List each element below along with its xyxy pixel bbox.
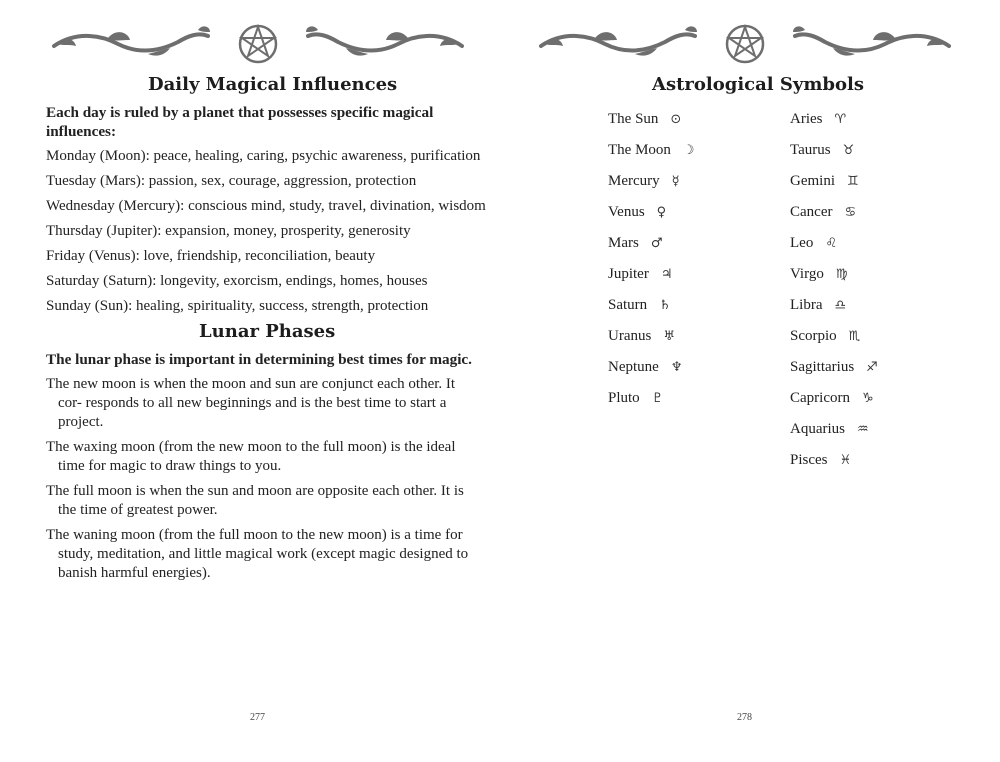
planets-column	[608, 104, 695, 414]
planet-name: The Sun	[608, 111, 659, 127]
planet-name: The Moon	[608, 142, 671, 158]
taurus-icon: ♉	[842, 143, 855, 158]
planet-row	[608, 135, 695, 166]
planet-row	[608, 290, 695, 321]
saturn-icon: ♄	[659, 298, 671, 313]
gemini-icon: ♊	[847, 174, 859, 189]
page-number-right: 278	[737, 712, 752, 723]
aquarius-icon: ♒	[857, 422, 869, 437]
sagittarius-icon: ♐	[866, 360, 878, 375]
signs-column	[790, 104, 878, 476]
uranus-icon: ♅	[663, 329, 675, 344]
phase-paragraph: The waning moon (from the full moon to the new moon) is a time for study, meditation, and little magical work (except magic designed to banish harmful energies).	[46, 527, 469, 581]
sign-name: Virgo	[790, 266, 824, 282]
sign-name: Cancer	[790, 204, 833, 220]
day-line: Monday (Moon): peace, healing, caring, psychic awareness, purification	[46, 148, 481, 164]
sign-name: Libra	[790, 297, 823, 313]
leo-icon: ♌	[825, 236, 837, 251]
phase-paragraph: The full moon is when the sun and moon are opposite each other. It is the time of greatest power.	[46, 483, 464, 518]
sign-row	[790, 414, 878, 445]
sign-row	[790, 321, 878, 352]
sign-name: Capricorn	[790, 390, 850, 406]
planet-row	[608, 259, 695, 290]
planet-name: Mercury	[608, 173, 660, 189]
day-line: Friday (Venus): love, friendship, reconciliation, beauty	[46, 248, 376, 264]
planet-row	[608, 352, 695, 383]
ornament-header-right	[535, 22, 955, 66]
ornament-header-left	[48, 22, 468, 66]
lunar-phases-intro: The lunar phase is important in determining best times for magic.	[46, 351, 472, 368]
venus-icon: ♀	[656, 205, 667, 220]
sign-name: Pisces	[790, 452, 828, 468]
planet-name: Pluto	[608, 390, 640, 406]
libra-icon: ♎	[834, 298, 847, 313]
astrological-symbols-heading: Astrological Symbols	[652, 74, 864, 95]
sign-row	[790, 104, 878, 135]
virgo-icon: ♍	[835, 267, 848, 282]
sign-row	[790, 383, 878, 414]
sign-name: Taurus	[790, 142, 831, 158]
daily-influences-body	[46, 103, 486, 322]
planet-row	[608, 104, 695, 135]
planet-row	[608, 197, 695, 228]
cancer-icon: ♋	[844, 205, 857, 220]
phase-paragraph: The waxing moon (from the new moon to the full moon) is the ideal time for magic to draw things to you.	[46, 439, 456, 474]
day-line: Sunday (Sun): healing, spirituality, success, strength, protection	[46, 298, 429, 314]
jupiter-icon: ♃	[660, 267, 673, 282]
daily-influences-heading: Daily Magical Influences	[148, 74, 398, 95]
sign-row	[790, 290, 878, 321]
lunar-phases-body	[46, 350, 476, 589]
page-number-left: 277	[250, 712, 265, 723]
sign-row	[790, 166, 878, 197]
day-line: Thursday (Jupiter): expansion, money, prosperity, generosity	[46, 223, 411, 239]
sun-icon: ⊙	[670, 112, 682, 127]
sign-row	[790, 135, 878, 166]
mercury-icon: ☿	[671, 174, 680, 189]
daily-influences-intro: Each day is ruled by a planet that possesses specific magical influences:	[46, 104, 434, 140]
planet-row	[608, 383, 695, 414]
planet-name: Mars	[608, 235, 639, 251]
pluto-icon: ♇	[651, 391, 664, 406]
lunar-phases-heading: Lunar Phases	[199, 321, 336, 342]
sign-name: Aries	[790, 111, 823, 127]
sign-name: Scorpio	[790, 328, 837, 344]
capricorn-icon: ♑	[861, 391, 874, 406]
aries-icon: ♈	[834, 112, 847, 127]
moon-icon: ☽	[682, 143, 695, 158]
planet-name: Jupiter	[608, 266, 649, 282]
sign-row	[790, 259, 878, 290]
sign-name: Aquarius	[790, 421, 845, 437]
sign-row	[790, 197, 878, 228]
planet-name: Saturn	[608, 297, 648, 313]
phase-paragraph: The new moon is when the moon and sun are conjunct each other. It cor- responds to all new beginnings and is the best time to start a project.	[46, 376, 456, 430]
flourish-pentagram-icon	[48, 22, 468, 66]
day-line: Saturday (Saturn): longevity, exorcism, endings, homes, houses	[46, 273, 428, 289]
flourish-pentagram-icon	[535, 22, 955, 66]
planet-row	[608, 321, 695, 352]
sign-row	[790, 352, 878, 383]
pisces-icon: ♓	[839, 453, 852, 468]
scorpio-icon: ♏	[848, 329, 861, 344]
mars-icon: ♂	[650, 236, 663, 251]
planet-row	[608, 228, 695, 259]
planet-row	[608, 166, 695, 197]
neptune-icon: ♆	[670, 360, 683, 375]
sign-name: Gemini	[790, 173, 835, 189]
sign-row	[790, 228, 878, 259]
sign-name: Sagittarius	[790, 359, 855, 375]
day-line: Tuesday (Mars): passion, sex, courage, aggression, protection	[46, 173, 417, 189]
sign-name: Leo	[790, 235, 814, 251]
planet-name: Neptune	[608, 359, 659, 375]
day-line: Wednesday (Mercury): conscious mind, study, travel, divination, wisdom	[46, 198, 486, 214]
sign-row	[790, 445, 878, 476]
right-page	[500, 0, 1000, 762]
planet-name: Uranus	[608, 328, 652, 344]
planet-name: Venus	[608, 204, 645, 220]
